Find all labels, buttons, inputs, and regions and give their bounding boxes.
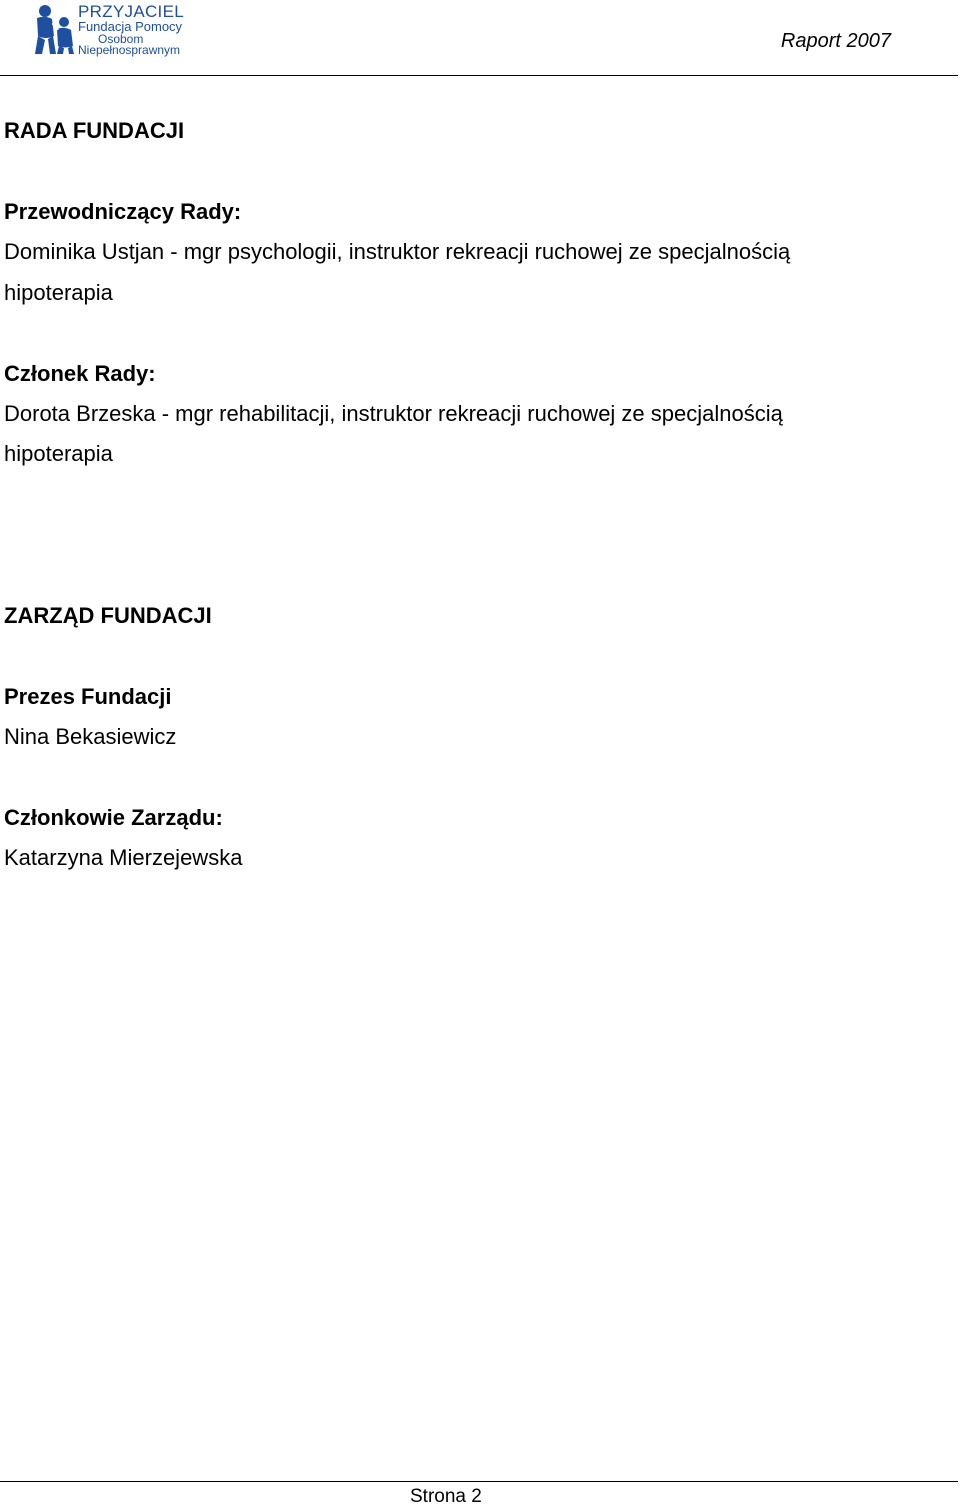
board-members-label: Członkowie Zarządu: [4,805,223,830]
header-divider [0,75,958,76]
board-member-name: Katarzyna Mierzejewska [4,845,243,870]
logo-subtitle-3: Niepełnosprawnym [78,43,181,57]
logo-name: PRZYJACIEL [78,2,184,21]
page-header [0,0,960,78]
foundation-logo [32,2,182,56]
council-member-label: Członek Rady: [4,361,156,386]
logo-figures-icon [32,2,76,56]
council-heading: RADA FUNDACJI [4,118,185,143]
council-member-description: Dorota Brzeska - mgr rehabilitacji, instruktor rekreacji ruchowej ze specjalnością [4,401,783,426]
council-member-description-cont: hipoterapia [4,441,113,466]
report-title: Raport 2007 [780,30,891,52]
page-number: Strona 2 [410,1486,482,1507]
board-heading: ZARZĄD FUNDACJI [4,603,212,628]
footer-divider [0,1481,958,1482]
logo-subtitle-2: Osobom [98,32,144,46]
council-chair-description-cont: hipoterapia [4,280,113,305]
board-president-label: Prezes Fundacji [4,684,172,709]
council-chair-label: Przewodniczący Rady: [4,199,242,224]
council-chair-description: Dominika Ustjan - mgr psychologii, instruktor rekreacji ruchowej ze specjalnością [4,239,791,264]
board-president-name: Nina Bekasiewicz [4,724,177,749]
logo-subtitle-1: Fundacja Pomocy [78,19,183,34]
